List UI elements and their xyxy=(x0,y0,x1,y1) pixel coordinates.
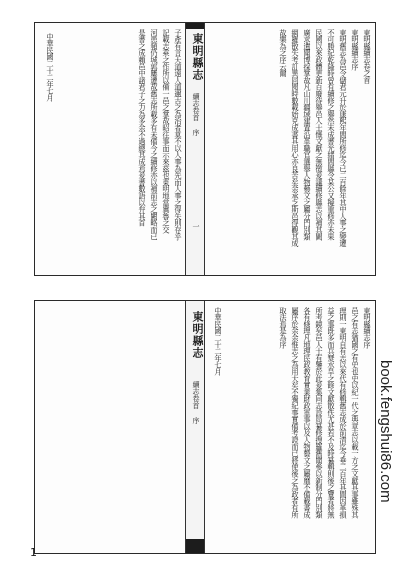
bottom-section-title: 東明縣續志序 xyxy=(363,307,372,348)
text-column: 邑之有志猶國之有史也史以紀一代之典章志以載一方之文獻其事雖殊其 xyxy=(351,307,360,518)
text-column: 不可勝紀乾隆時曾有續修之舉然未成書光緒間縣令某公又擬重修亦未果 xyxy=(327,29,336,240)
spine-fish-tail xyxy=(186,23,204,29)
text-column: 民國以來政體更新百廢待舉邑人士慨文獻之無徵爰議續修縣志以補其闕 xyxy=(315,29,324,240)
text-column: 網羅散失考訂異同閱時數載始克成書其用心亦良苦矣余承乏斯邑得觀其成 xyxy=(291,29,300,247)
top-header: 東明縣續志卷之首 xyxy=(363,29,372,84)
text-column: 故樂為之序云爾 xyxy=(279,29,288,77)
watermark-text: book.fengshui86.com xyxy=(377,360,394,503)
top-spine-sub: 續志卷首 序 xyxy=(192,93,200,136)
text-column: 取法焉是為序 xyxy=(279,307,288,348)
text-column: 益之事既多而兵燹水旱之餘文獻散佚尤甚若不及時纂輯則後之覽者將無 xyxy=(327,307,336,518)
text-column: 廣求遺聞博採掌故凡山川疆域建置沿革職官選舉人物藝文之屬分門別類 xyxy=(303,29,312,240)
text-column: 各有條理凡地理民政教育實業財政軍事以及人物藝文之屬靡不備載書成 xyxy=(303,307,312,518)
text-column: 所考鏡矣邑人士有鑒於此爰集同志設局纂修搜羅舊聞參以新制分門別類 xyxy=(315,307,324,518)
bottom-spine xyxy=(185,301,205,553)
text-column: 屬序於余余惟志之為用大矣不獨紀事實備考證而已將使後之為政者有所 xyxy=(291,307,300,518)
top-date-line: 中華民國二十二年七月 xyxy=(46,33,55,102)
text-column: 理則一東明自有志以來代有修輯舊志成於前清迄今垂二百年其間因革損 xyxy=(339,307,348,518)
bottom-spine-title: 東明縣志 xyxy=(191,311,204,359)
text-column: 記載志乘之作所以備一邑之掌故昭往事而示來茲也東明地當冀魯之交 xyxy=(162,29,171,234)
text-column: 東明舊志為邑令儲君元升於康熙年間所修迄今已二百餘年其中人事之變遷 xyxy=(339,29,348,247)
top-section-title: 東明縣續志序 xyxy=(351,29,360,70)
bottom-spine-sub: 續志卷首 序 xyxy=(192,381,200,424)
top-book-page xyxy=(34,22,376,276)
bottom-date-line: 中華民國二十二年七月 xyxy=(214,307,223,376)
bottom-book-page xyxy=(34,300,376,554)
text-column: 河患頻仍城郭屢遷故舊志所載多有未備今之續修亦以補前志之闕略而已 xyxy=(150,29,159,240)
top-spine-page: 一 xyxy=(192,223,200,230)
top-spine-title: 東明縣志 xyxy=(191,33,204,81)
page-number: 1 xyxy=(30,546,37,559)
text-column: 是書之成賴邑中諸君子之力為多余不過總其成焉爰書數語以弁其首 xyxy=(138,29,147,227)
spine-fish-tail xyxy=(186,539,204,553)
text-column: 子產有言天道遠人道邇古之為治者莫不以人事為先而人事之得失則存乎 xyxy=(174,29,183,240)
top-spine xyxy=(185,23,205,275)
